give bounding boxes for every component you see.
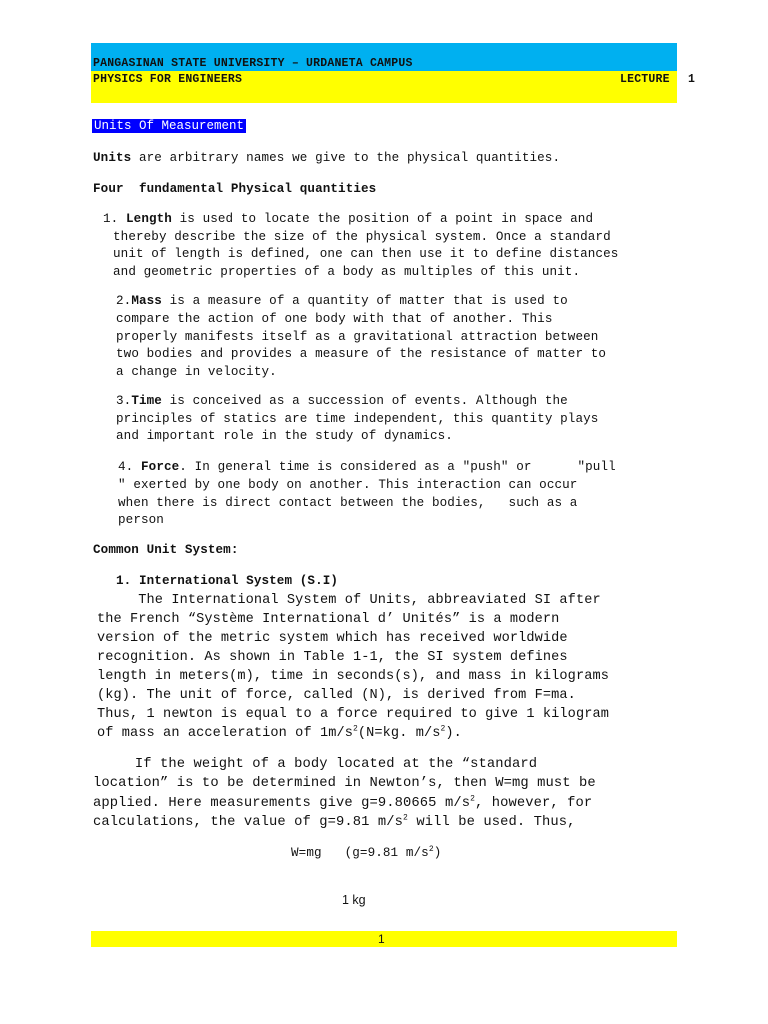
list-number: 3. [116, 394, 132, 408]
text-run: applied. Here measurements give g=9.80665 m/s [93, 796, 471, 811]
text-run: ). [445, 726, 462, 741]
text-run: , however, for [474, 796, 593, 811]
text-run: (N=kg. m/s [357, 726, 441, 741]
list-term: Mass [131, 294, 162, 308]
superscript: 2 [353, 724, 358, 734]
course-title: PHYSICS FOR ENGINEERS [93, 73, 243, 86]
weight-paragraph-line: If the weight of a body located at the “standard [93, 757, 538, 772]
text-run: ) [433, 846, 442, 860]
fundamental-quantities-heading: Four fundamental Physical quantities [93, 182, 377, 196]
list-item-force-line: " exerted by one body on another. This interaction can occur [118, 478, 578, 492]
university-name: PANGASINAN STATE UNIVERSITY – URDANETA CAMPUS [93, 57, 413, 70]
list-item-mass-line: compare the action of one body with that of another. This [116, 312, 553, 326]
list-item-mass-line: a change in velocity. [116, 365, 277, 379]
si-paragraph-line: Thus, 1 newton is equal to a force required to give 1 kilogram [97, 707, 609, 722]
list-item-force-line: person [118, 513, 164, 527]
superscript: 2 [403, 813, 408, 823]
weight-paragraph-line [93, 796, 592, 811]
list-item-force-line: when there is direct contact between the bodies, such as a [118, 496, 578, 510]
list-item-length-line: and geometric properties of a body as multiples of this unit. [113, 265, 581, 279]
lecture-number: 1 [688, 73, 696, 86]
list-item-length-line: thereby describe the size of the physical system. Once a standard [113, 230, 611, 244]
si-paragraph-last-line [97, 726, 462, 741]
text-run: W=mg (g=9.81 m/s [291, 846, 429, 860]
list-number: 1. [103, 212, 119, 226]
list-text: is a measure of a quantity of matter that is used to [161, 294, 568, 308]
text-run: will be used. Thus, [407, 815, 576, 830]
list-text: . In general time is considered as a "push" or "pull [179, 460, 616, 474]
list-item-force [118, 460, 616, 474]
si-paragraph-line: the French “Système International d’ Unités” is a modern [97, 612, 560, 627]
superscript: 2 [428, 844, 434, 854]
text-run: of mass an acceleration of 1m/s [97, 726, 353, 741]
kg-label: 1 kg [342, 893, 366, 907]
list-item-length-line: unit of length is defined, one can then use it to define distances [113, 247, 619, 261]
intro-text: are arbitrary names we give to the physical quantities. [131, 151, 561, 165]
page-title: Units Of Measurement [94, 119, 245, 133]
list-text: is used to locate the position of a point in space and [171, 212, 594, 226]
si-heading: 1. International System (S.I) [116, 574, 339, 588]
list-item-time-line: principles of statics are time independent, this quantity plays [116, 412, 599, 426]
list-item-time [116, 394, 568, 408]
list-item-mass-line: two bodies and provides a measure of the resistance of matter to [116, 347, 607, 361]
weight-formula [291, 846, 441, 860]
list-text: is conceived as a succession of events. Although the [161, 394, 568, 408]
superscript: 2 [470, 794, 475, 804]
si-paragraph-line: The International System of Units, abbreaviated SI after [97, 593, 601, 608]
list-item-time-line: and important role in the study of dynamics. [116, 429, 453, 443]
si-paragraph-line: length in meters(m), time in seconds(s), and mass in kilograms [97, 669, 609, 684]
si-paragraph-line: version of the metric system which has received worldwide [97, 631, 568, 646]
si-paragraph-line: (kg). The unit of force, called (N), is derived from F=ma. [97, 688, 576, 703]
weight-paragraph-line: location” is to be determined in Newton’s, then W=mg must be [93, 776, 596, 791]
intro-paragraph [93, 151, 560, 165]
list-term: Length [126, 212, 172, 226]
list-term: Force [141, 460, 180, 474]
list-item-mass [116, 294, 568, 308]
superscript: 2 [440, 724, 446, 734]
list-term: Time [131, 394, 162, 408]
si-paragraph-line: recognition. As shown in Table 1-1, the SI system defines [97, 650, 568, 665]
list-number: 2. [116, 294, 132, 308]
weight-paragraph-line [93, 815, 576, 830]
list-number: 4. [118, 460, 134, 474]
lecture-label: LECTURE [620, 73, 670, 86]
text-run: calculations, the value of g=9.81 m/s [93, 815, 404, 830]
list-item-mass-line: properly manifests itself as a gravitational attraction between [116, 330, 599, 344]
intro-term: Units [93, 151, 132, 165]
page-number: 1 [378, 932, 385, 946]
common-unit-heading: Common Unit System: [93, 543, 239, 557]
list-item-length [103, 212, 593, 226]
